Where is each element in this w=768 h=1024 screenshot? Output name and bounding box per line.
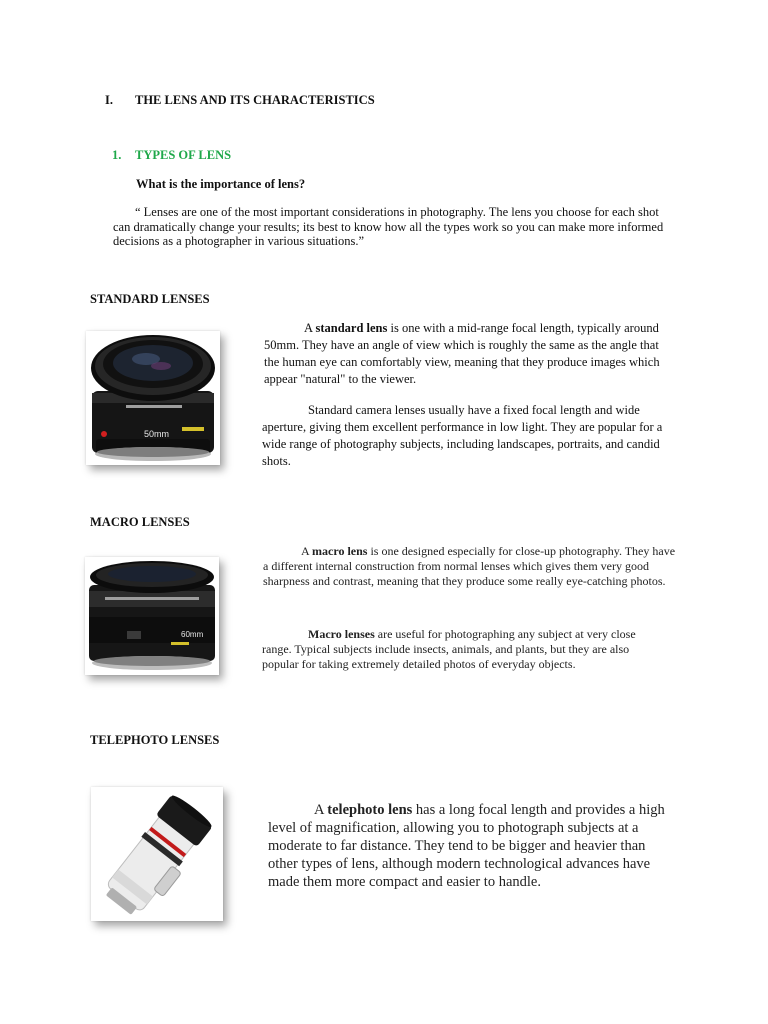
macro-lens-marking: 60mm <box>181 630 204 639</box>
telephoto-lens-description <box>268 801 678 891</box>
subsection-heading <box>112 148 231 163</box>
telephoto-lenses-heading: TELEPHOTO LENSES <box>90 733 220 747</box>
macro-p1-text: is one designed especially for close-up photography. They have a different internal construction from normal lenses which gives them very good sharpness and contrast, meaning that they produce some really eye-catching photos. <box>263 544 676 588</box>
section-number: I. <box>105 93 113 107</box>
macro-lens-details <box>262 627 662 672</box>
standard-p1-text: is one with a mid-range focal length, typically around 50mm. They have an angle of view which is roughly the same as the angle that the human eye can comfortably view, meaning that they produce images which appear "natural" to the viewer. <box>264 321 660 386</box>
standard-p2-text: Standard camera lenses usually have a fixed focal length and wide aperture, giving them excellent performance in low light. They are popular for a wide range of photography subjects, including landscapes, portraits, and candid shots. <box>262 403 663 468</box>
standard-lens-photo <box>86 331 220 465</box>
standard-lenses-heading: STANDARD LENSES <box>90 292 210 306</box>
standard-p1-pre: A <box>304 321 316 335</box>
standard-lens-image <box>86 331 220 465</box>
macro-p1-term: macro lens <box>312 544 368 558</box>
standard-lens-details <box>262 402 674 470</box>
telephoto-p1-term: telephoto lens <box>327 802 413 818</box>
subsection-number: 1. <box>112 148 122 162</box>
standard-p1-term: standard lens <box>315 321 388 335</box>
macro-lenses-heading: MACRO LENSES <box>90 515 190 529</box>
section-title: THE LENS AND ITS CHARACTERISTICS <box>135 93 375 107</box>
macro-p2-text: are useful for photographing any subject at very close range. Typical subjects include insects, animals, and plants, but they are also popular for taking extremely detailed photos of everyday objects. <box>262 627 636 671</box>
standard-lens-description <box>264 320 672 388</box>
macro-lens-description <box>263 544 677 589</box>
standard-lens-marking: 50mm <box>144 429 170 439</box>
telephoto-p1-pre: A <box>314 802 328 818</box>
macro-lens-image <box>85 557 219 675</box>
intro-quote-text: “ Lenses are one of the most important considerations in photography. The lens you choose for each shot can dramatically change your results; its best to know how all the types work so you can make more informed decisions as a photographer in various situations.” <box>113 205 664 248</box>
intro-quote <box>113 205 673 249</box>
macro-p2-term: Macro lenses <box>308 627 375 641</box>
section-heading <box>105 93 375 108</box>
question-heading: What is the importance of lens? <box>136 177 306 191</box>
telephoto-lens-image <box>91 787 223 921</box>
telephoto-lens-photo <box>91 787 223 921</box>
subsection-title: TYPES OF LENS <box>135 148 232 162</box>
macro-lens-photo <box>85 557 219 675</box>
telephoto-p1-text: has a long focal length and provides a high level of magnification, allowing you to photograph subjects at a moderate to far distance. They tend to be bigger and heavier than other types of lens, although modern technological advances have made them more compact and easier to handle. <box>268 802 665 890</box>
macro-p1-pre: A <box>301 544 313 558</box>
